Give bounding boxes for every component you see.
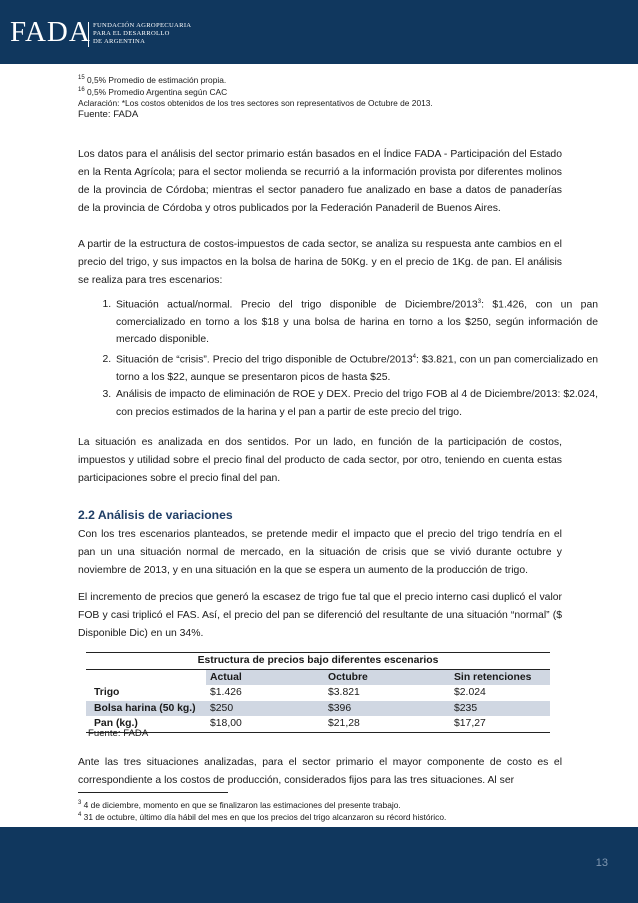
table-row: Pan (kg.) $18,00 $21,28 $17,27 (86, 716, 550, 732)
paragraph-conclusion: Ante las tres situaciones analizadas, para el sector primario el mayor componente de costo es el correspondiente a los costos de producción, considerados fijos para las tres situaciones. Al ser (78, 757, 562, 787)
table-title-row (86, 653, 550, 670)
footnote-15: $^{15}$ 0,5% Promedio de estimación propia. (78, 74, 227, 85)
column-header: Actual (206, 669, 324, 685)
scenario-list (78, 294, 598, 421)
top-footnotes (78, 73, 562, 121)
paragraph-analysis: La situación es analizada en dos sentidos. Por un lado, en función de la participación de costos, impuestos y utilidad sobre el precio final del producto de cada sector, por otro, teniendo en cuenta estas participaciones sobre el precio final del pan. (78, 437, 562, 485)
list-item: 1. Situación actual/normal. Precio del trigo disponible de Diciembre/2013$^3$: $1.426, con un pan comercializado en torno a los $18 y una bolsa de harina en torno a los $250, según información de mercado disponible. (114, 294, 598, 349)
list-item: 2. Situación de “crisis”. Precio del trigo disponible de Octubre/2013$^4$: $3.821, con un pan comercializado en torno a los $22, aunque se presentaron picos de hasta $25. (114, 349, 598, 386)
price-structure-table (86, 652, 550, 733)
list-item: 3. Análisis de impacto de eliminación de ROE y DEX. Precio del trigo FOB al 4 de Diciembre/2013: $2.024, con precios estimados de la harina y el pan a partir de este precio del trigo. (114, 386, 598, 421)
paragraph-data-sources: Los datos para el análisis del sector primario están basados en el Índice FADA - Participación del Estado en la Renta Agrícola; para el sector molienda se recurrió a la información provista por diferentes molinos de la provincia de Córdoba; mientras el sector panadero fue analizado en base a datos de panaderías de la provincia de Córdoba y otros publicados por la Federación Panaderil de Buenos Aires. (78, 149, 562, 215)
footnote-3: $^3$ 4 de diciembre, momento en que se finalizaron las estimaciones del presente trabajo. (78, 799, 401, 810)
page-number: 13 (595, 857, 608, 869)
aclaracion-note: Aclaración: *Los costos obtenidos de los tres sectores son representativos de Octubre de 2013. (78, 97, 433, 108)
footnote-divider (78, 792, 228, 793)
table-source: Fuente: FADA (88, 728, 149, 739)
paragraph-price-increase: El incremento de precios que generó la escasez de trigo fue tal que el precio interno casi duplicó el valor FOB y casi triplicó el FAS. Así, el precio del pan se diferenció del resultante de una situación “normal” ($ Disponible Dic) en un 34%. (78, 592, 562, 640)
page-header (0, 0, 638, 64)
table-row: Trigo $1.426 $3.821 $2.024 (94, 687, 486, 699)
footnote-16: $^{16}$ 0,5% Promedio Argentina según CAC (78, 87, 228, 98)
page-footer (0, 827, 638, 903)
footnote-4: $^4$ 31 de octubre, último día hábil del mes en que los precios del trigo alcanzaron su récord histórico. (78, 811, 447, 822)
organization-name: FUNDACIÓN AGROPECUARIA PARA EL DESARROLLO DE ARGENTINA (88, 22, 191, 47)
column-header: Octubre (324, 669, 450, 685)
source-note: Fuente: FADA (78, 109, 139, 121)
paragraph-scenarios-intro: A partir de la estructura de costos-impuestos de cada sector, se analiza su respuesta ante cambios en el precio del trigo, y sus impactos en la bolsa de harina de 50Kg. y en el precio de 1Kg. de pan. El análisis se realiza para tres escenarios: (78, 239, 562, 287)
paragraph-impact: Con los tres escenarios planteados, se pretende medir el impacto que el precio del trigo tendría en el pan un una situación normal de mercado, en la situación de crisis que se vivió durante octubre y noviembre de 2013, y en una situación en la que se espera un aumento de la producción de trigo. (78, 529, 562, 577)
table-header-row (86, 669, 550, 685)
section-heading: 2.2 Análisis de variaciones (78, 508, 233, 522)
column-header: Sin retenciones (450, 669, 550, 685)
fada-logo: FADA (10, 16, 91, 48)
table-row: Bolsa harina (50 kg.) $250 $396 $235 (86, 701, 550, 717)
table-title: Estructura de precios bajo diferentes escenarios (86, 653, 550, 670)
